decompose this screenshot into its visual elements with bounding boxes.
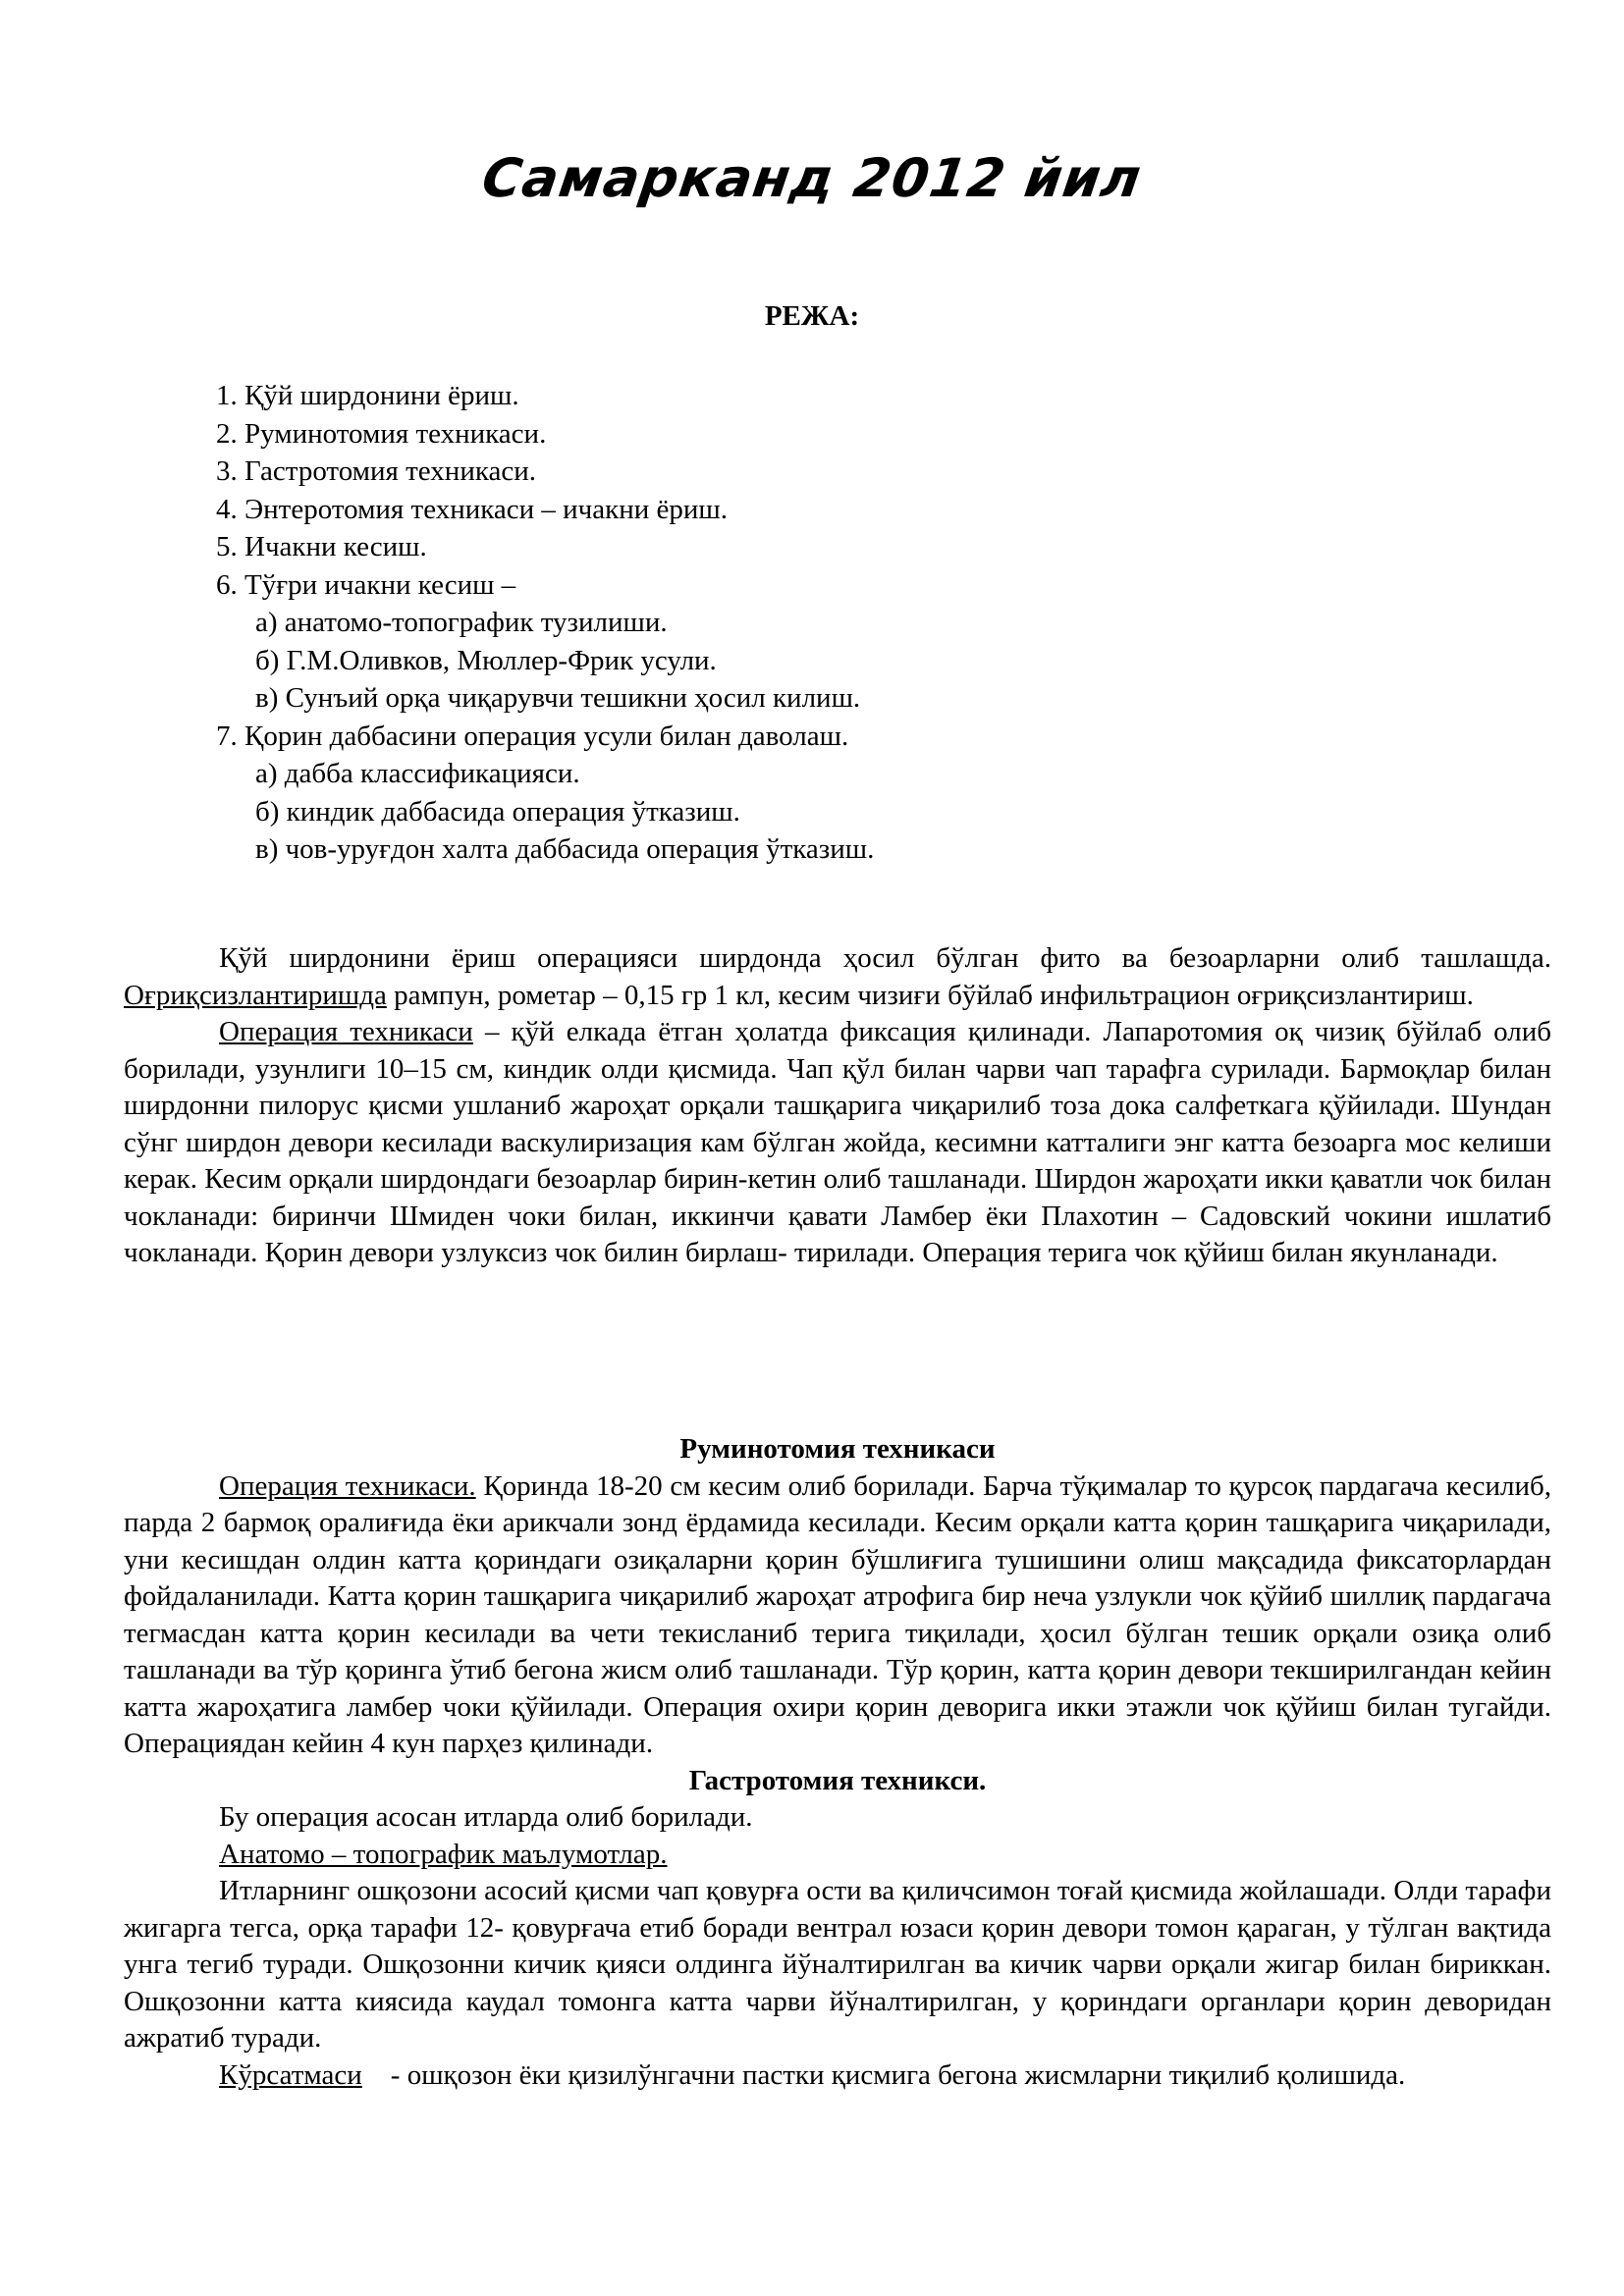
plan-subitem: в) Сунъий орқа чиқарувчи тешикни ҳосил килиш.	[255, 682, 861, 714]
underlined-term: Оғриқсизлантиришда	[124, 979, 387, 1011]
paragraph	[124, 1014, 1551, 1272]
paragraph-text: Қўй ширдонини ёриш операцияси ширдонда ҳосил бўлган фито ва безоарларни олиб ташлашда.	[219, 942, 1551, 974]
plan-item: 1. Қўй ширдонини ёриш.	[216, 380, 519, 411]
plan-item: 4. Энтеротомия техникаси – ичакни ёриш.	[216, 493, 728, 525]
paragraph: Бу операция асосан итларда олиб борилади.	[219, 1801, 753, 1833]
plan-list	[216, 377, 1492, 869]
plan-subitem: в) чов-уруғдон халта даббасида операция ўтказиш.	[255, 833, 875, 865]
paragraph	[124, 2057, 1551, 2095]
paragraph: Итларнинг ошқозони асосий қисми чап қовурға ости ва қиличсимон тоғай қисмида жойлашади. Олди тарафи жигарга тегса, орқа тарафи 12- қовурғача етиб боради вентрал юзаси қорин девори томон қараган, у тўлган вақтида унга тегиб туради. Ошқозонни кичик қияси олдинга йўналтирилган ва кичик чарви орқали жигар билан бириккан. Ошқозонни катта киясида каудал томонга катта чарви йўналтирилган, у қориндаги органлари қорин деворидан ажратиб туради.	[124, 1875, 1551, 2054]
plan-title: РЕЖА:	[764, 300, 860, 332]
section-abomasum	[124, 940, 1551, 1272]
paragraph-text: рампун, рометар – 0,15 гр 1 кл, кесим чизиғи бўйлаб инфильтрацион оғриқсизлантириш.	[394, 979, 1474, 1011]
underlined-term: Операция техникаси	[219, 1016, 473, 1047]
paragraph-text: – қўй елкада ётган ҳолатда фиксация қилинади. Лапаротомия оқ чизиқ бўйлаб олиб борилади, узунлиги 10–15 см, киндик олди қисмида. Чап қўл билан чарви чап тарафга сурилади. Бармоқлар билан ширдонни пилорус қисми ушланиб жароҳат орқали ташқарига чиқарилиб тоза дока салфеткага қўйилади. Шундан сўнг ширдон девори кесилади васкулиризация кам бўлган жойда, кесимни катталиги энг катта безоарга мос келиши керак. Кесим орқали ширдондаги безоарлар бирин-кетин олиб ташланади. Ширдон жароҳати икки қаватли чок билан чокланади: биринчи Шмиден чоки билан, иккинчи қавати Ламбер ёки Плахотин – Садовский чокини ишлатиб чокланади. Қорин девори узлуксиз чок билин бирлаш- тирилади. Операция терига чок қўйиш билан якунланади.	[124, 1016, 1552, 1268]
plan-subitem: а) дабба классификацияси.	[255, 758, 580, 789]
underlined-term: Операция техникаси.	[219, 1469, 476, 1502]
paragraph	[124, 940, 1551, 1014]
paragraph	[124, 1837, 1551, 1874]
underlined-term: Анатомо – топографик маълумотлар.	[219, 1838, 668, 1870]
section-heading: Руминотомия техникаси	[679, 1433, 996, 1465]
plan-subitem: б) Г.М.Оливков, Мюллер-Фрик усули.	[255, 644, 717, 676]
plan-item: 2. Руминотомия техникаси.	[216, 417, 547, 450]
paragraph	[124, 1468, 1551, 1763]
paragraph-text: Қоринда 18-20 см кесим олиб борилади. Барча тўқималар то қурсоқ пардагача кесилиб, парда 2 бармоқ оралиғида ёки арикчали зонд ёрдамида кесилади. Кесим орқали катта қорин ташқарига чиқарилади, уни кесишдан олдин катта қориндаги озиқаларни қорин бўшлиғига тушишини олиш мақсадида фиксаторлардан фойдаланилади. Катта қорин ташқарига чиқарилиб жароҳат атрофига бир неча узлукли чок қўйиб шиллиқ пардагача тегмасдан катта қорин кесилади ва чети текисланиб терига тиқилади, ҳосил бўлган тешик орқали озиқа олиб ташланади ва тўр қоринга ўтиб бегона жисм олиб ташланади. Тўр қорин, катта қорин девори текширилгандан кейин катта жароҳатига ламбер чоки қўйилади. Операция охири қорин деворига икки этажли чок қўйиш билан тугайди. Операциядан кейин 4 кун парҳез қилинади.	[124, 1469, 1551, 1759]
plan-subitem: б) киндик даббасида операция ўтказиш.	[255, 795, 740, 828]
plan-subitem: а) анатомо-топографик тузилиши.	[255, 607, 668, 638]
plan-item: 6. Тўғри ичакни кесиш –	[216, 568, 516, 601]
paragraph-text: - ошқозон ёки қизилўнгачни пастки қисмига бегона жисмларни тиқилиб қолишида.	[390, 2058, 1406, 2091]
section-ruminotomy-gastrotomy	[124, 1431, 1551, 2094]
section-heading: Гастротомия техникси.	[688, 1764, 987, 1796]
plan-item: 5. Ичакни кесиш.	[216, 531, 427, 562]
underlined-term: Кўрсатмаси	[219, 2058, 362, 2091]
plan-item: 7. Қорин даббасини операция усули билан даволаш.	[216, 720, 849, 752]
handwritten-title: Самарканд 2012 йил	[478, 147, 1146, 209]
plan-item: 3. Гастротомия техникаси.	[216, 455, 536, 487]
